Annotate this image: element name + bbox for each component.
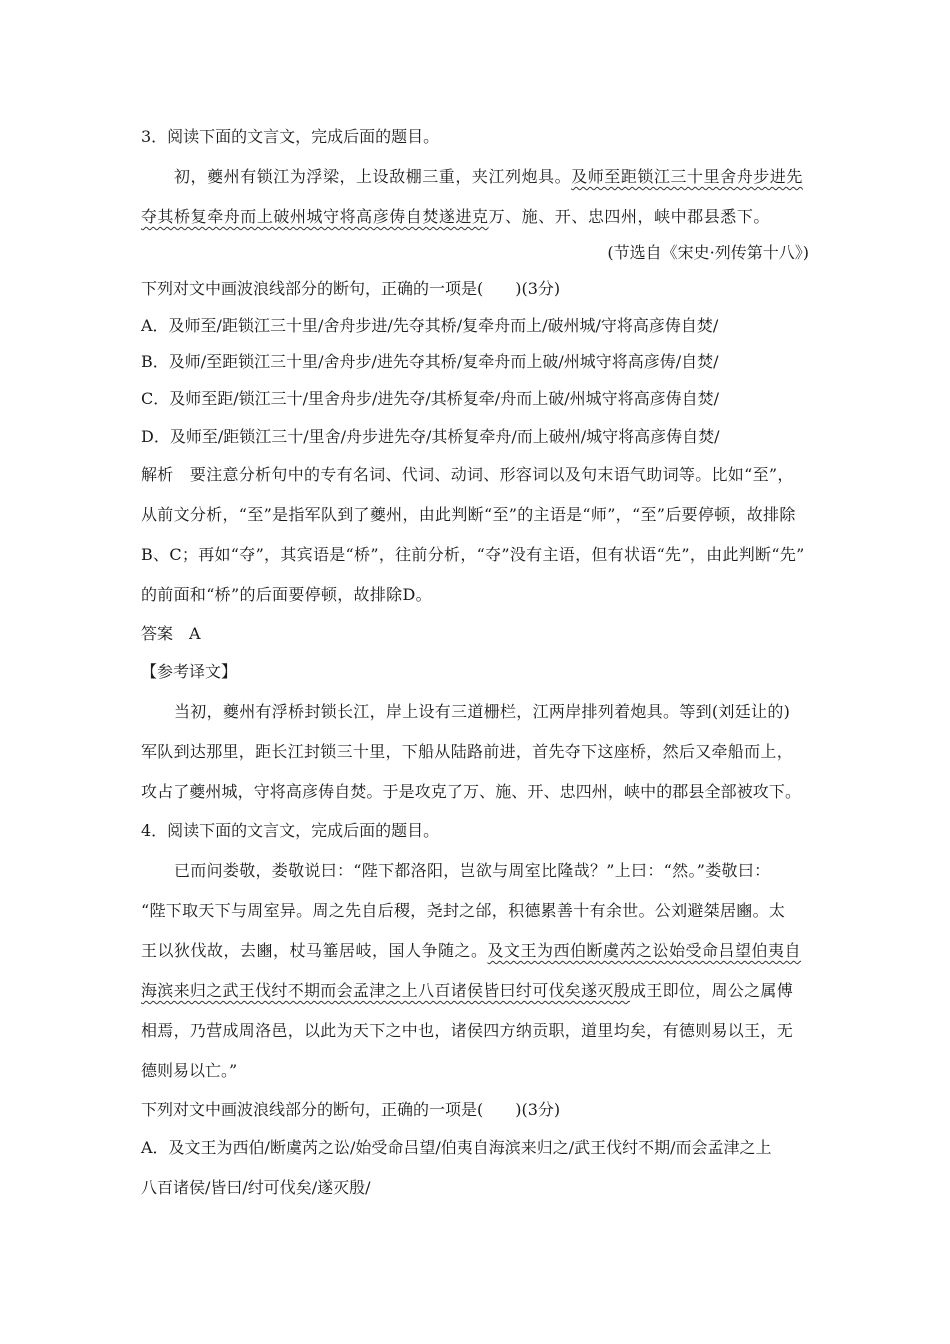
- q4-passage-plain: 王以狄伐故，去豳，杖马箠居岐，国人争随之。: [141, 941, 488, 960]
- q3-wavy-segment: 夺其桥复牵舟而上破州城守将高彦俦自焚遂进克: [141, 207, 489, 226]
- q3-option-c: C．及师至距/锁江三十/里舍舟步/进先夺/其桥复牵/舟而上破/州城守将高彦俦自焚/: [141, 389, 719, 408]
- q4-wavy-segment: 海滨来归之武王伐纣不期而会孟津之上八百诸侯皆曰纣可伐矣遂灭殷: [141, 981, 631, 1000]
- q3-translation-line: 当初，夔州有浮桥封锁长江，岸上设有三道栅栏，江两岸排列着炮具。等到(刘廷让的): [174, 702, 791, 721]
- q4-passage-line: 已而问娄敬，娄敬说曰：“陛下都洛阳，岂欲与周室比隆哉？”上曰：“然。”娄敬曰：: [174, 861, 771, 880]
- q3-translation-line: 攻占了夔州城，守将高彦俦自焚。于是攻克了万、施、开、忠四州，峡中的郡县全部被攻下。: [141, 782, 802, 801]
- q3-translation-line: 军队到达那里，距长江封锁三十里，下船从陆路前进，首先夺下这座桥，然后又牵船而上，: [141, 742, 794, 761]
- q3-option-a: A．及师至/距锁江三十里/舍舟步进/先夺其桥/复牵舟而上/破州城/守将高彦俦自焚/: [141, 316, 719, 335]
- q3-option-d: D．及师至/距锁江三十/里舍/舟步进先夺/其桥复牵舟/而上破州/城守将高彦俦自焚/: [141, 427, 720, 446]
- q4-passage-line: [141, 981, 793, 1001]
- q4-question: 下列对文中画波浪线部分的断句，正确的一项是( )(3分): [141, 1100, 561, 1119]
- q3-passage-plain: 初，夔州有锁江为浮梁，上设敌棚三重，夹江列炮具。: [174, 167, 572, 186]
- q4-passage-line: [141, 941, 801, 961]
- q4-option-a-line: 八百诸侯/皆曰/纣可伐矣/遂灭殷/: [141, 1178, 371, 1197]
- q3-passage-line-1: [174, 167, 803, 187]
- q3-source: (节选自《宋史·列传第十八》): [607, 243, 809, 262]
- q3-passage-plain: 万、施、开、忠四州，峡中郡县悉下。: [488, 207, 770, 226]
- q3-analysis-line: 的前面和“桥”的后面要停顿，故排除D。: [141, 585, 432, 604]
- q4-passage-line: 德则易以亡。”: [141, 1061, 238, 1080]
- q3-analysis-line: 从前文分析，“至”是指军队到了夔州，由此判断“至”的主语是“师”，“至”后要停顿，故排除: [141, 505, 796, 524]
- q4-passage-line: “陛下取天下与周室异。周之先自后稷，尧封之邰，积德累善十有余世。公刘避桀居豳。太: [141, 901, 786, 920]
- q3-question: 下列对文中画波浪线部分的断句，正确的一项是( )(3分): [141, 279, 561, 298]
- q4-heading: 4．阅读下面的文言文，完成后面的题目。: [141, 821, 440, 840]
- q3-answer: 答案 A: [141, 624, 201, 643]
- q4-passage-line: 相焉，乃营成周洛邑，以此为天下之中也，诸侯四方纳贡职，道里均矣，有德则易以王，无: [141, 1021, 794, 1040]
- q3-heading: 3．阅读下面的文言文，完成后面的题目。: [141, 127, 440, 146]
- q3-analysis-line: 解析 要注意分析句中的专有名词、代词、动词、形容词以及句末语气助词等。比如“至”，: [141, 465, 794, 484]
- q3-option-b: B．及师/至距锁江三十里/舍舟步/进先夺其桥/复牵舟而上破/州城守将高彦俦/自焚/: [141, 352, 719, 371]
- q3-translation-heading: 【参考译文】: [141, 662, 238, 681]
- q3-passage-line-2: [141, 207, 770, 227]
- q4-passage-plain: 成王即位，周公之属傅: [630, 981, 794, 1000]
- q3-wavy-segment: 及师至距锁江三十里舍舟步进先: [571, 167, 803, 186]
- q3-analysis-line: B、C；再如“夺”，其宾语是“桥”，往前分析，“夺”没有主语，但有状语“先”，由此判断“先”: [141, 545, 805, 564]
- q4-wavy-segment: 及文王为西伯断虞芮之讼始受命吕望伯夷自: [487, 941, 802, 960]
- q4-option-a-line: A．及文王为西伯/断虞芮之讼/始受命吕望/伯夷自海滨来归之/武王伐纣不期/而会孟津之上: [141, 1138, 772, 1157]
